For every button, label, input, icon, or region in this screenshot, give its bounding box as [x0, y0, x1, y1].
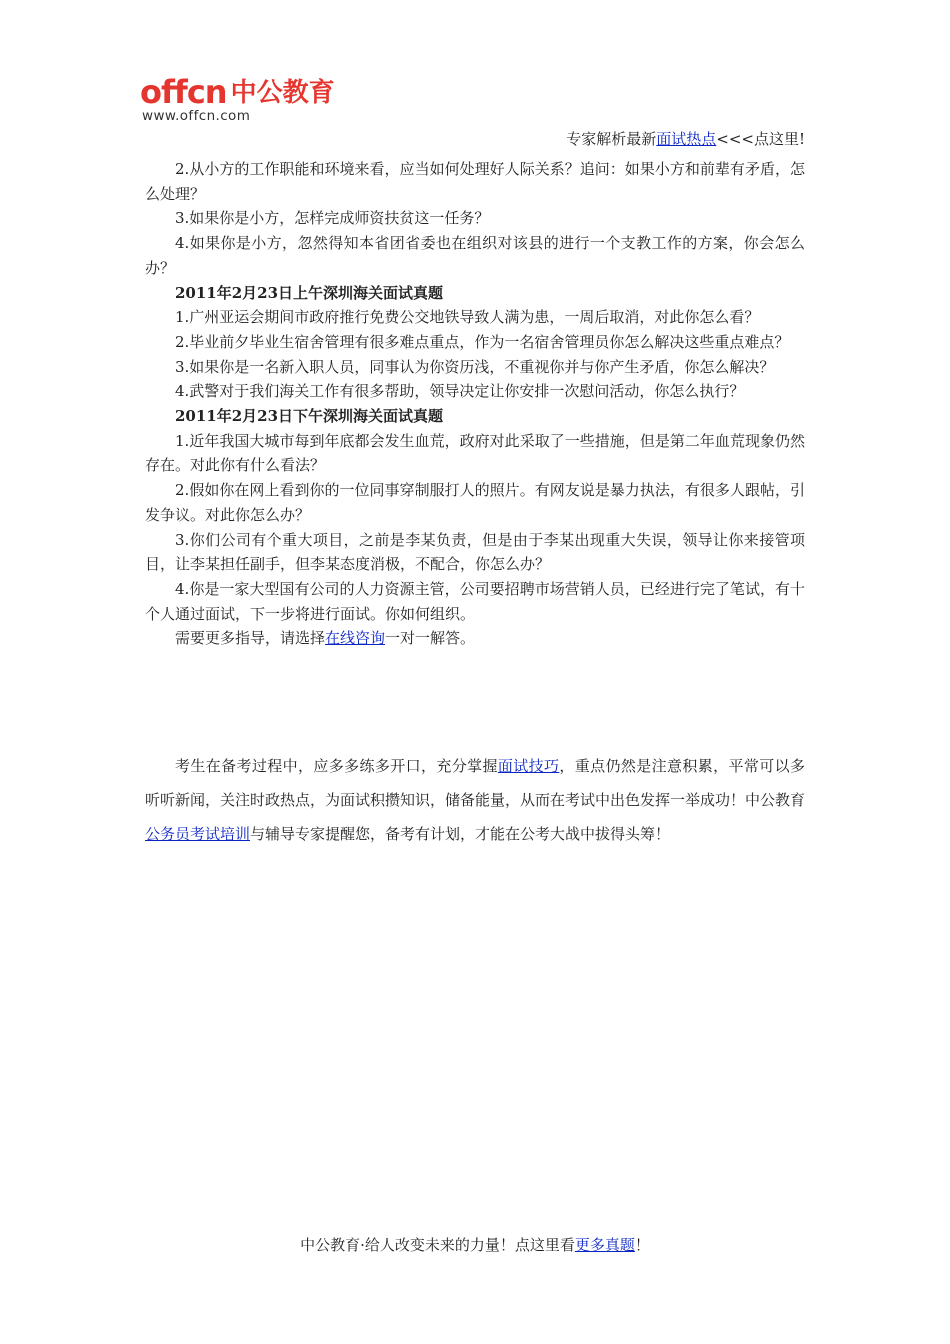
footer-prefix: 中公教育·给人改变未来的力量！点这里看	[300, 1236, 575, 1254]
closing-part1: 考生在备考过程中，应多多练多开口，充分掌握	[175, 757, 498, 775]
closing-part2: ，重点仍然是注意积累，平常可以多听听新闻，关注时政热点，为面试积攒知识，储备能量，从而在考试中出色发挥一举成功！中公教育	[145, 757, 806, 809]
section-heading: 2011年2月23日上午深圳海关面试真题	[175, 283, 444, 302]
guidance-suffix: 一对一解答。	[385, 629, 476, 648]
logo-brand: offcn	[140, 73, 227, 111]
header-promo	[566, 129, 805, 149]
question-item: 4.武警对于我们海关工作有很多帮助，领导决定让你安排一次慰问活动，你怎么执行？	[175, 382, 745, 401]
footer-promo	[0, 1235, 950, 1255]
guidance-line	[145, 626, 805, 651]
question-item: 4.如果你是小方，忽然得知本省团省委也在组织对该县的进行一个支教工作的方案，你会怎么办？	[145, 234, 805, 277]
closing-part3: 与辅导专家提醒您，备考有计划，才能在公考大战中拔得头筹！	[250, 825, 671, 843]
question-item: 2.从小方的工作职能和环境来看，应当如何处理好人际关系？追问：如果小方和前辈有矛盾，怎么处理？	[145, 160, 805, 203]
footer-suffix: ！	[634, 1236, 650, 1254]
question-item: 3.你们公司有个重大项目，之前是李某负责，但是由于李某出现重大失误，领导让你来接管项目，让李某担任副手，但李某态度消极，不配合，你怎么办？	[145, 530, 805, 574]
question-item: 2.假如你在网上看到你的一位同事穿制服打人的照片。有网友说是暴力执法，有很多人跟帖，引发争议。对此你怎么办？	[145, 481, 805, 524]
section-heading: 2011年2月23日下午深圳海关面试真题	[175, 407, 444, 426]
question-item: 4.你是一家大型国有公司的人力资源主管，公司要招聘市场营销人员，已经进行完了笔试，有十个人通过面试，下一步将进行面试。你如何组织。	[145, 579, 805, 623]
closing-text	[145, 749, 805, 851]
closing-paragraph	[145, 749, 805, 851]
guidance-prefix: 需要更多指导，请选择	[175, 629, 326, 648]
header-promo-suffix: <<<点这里!	[716, 130, 805, 148]
question-item: 1.近年我国大城市每到年底都会发生血荒，政府对此采取了一些措施，但是第二年血荒现象仍然存在。对此你有什么看法？	[145, 431, 805, 475]
logo-cn-name: 中公教育	[230, 78, 335, 108]
header-promo-prefix: 专家解析最新	[566, 130, 657, 148]
offcn-logo[interactable]	[140, 70, 340, 130]
question-list	[145, 157, 805, 651]
online-consult-link[interactable]: 在线咨询	[325, 629, 386, 648]
logo-wordmark	[140, 70, 335, 111]
logo-url: www.offcn.com	[142, 108, 251, 124]
interview-skills-link[interactable]: 面试技巧	[497, 757, 560, 775]
interview-hotspot-link[interactable]: 面试热点	[656, 130, 717, 148]
question-item: 3.如果你是小方，怎样完成师资扶贫这一任务？	[175, 209, 490, 228]
question-item: 2.毕业前夕毕业生宿舍管理有很多难点重点，作为一名宿舍管理员你怎么解决这些重点难点？	[175, 332, 790, 351]
question-item: 3.如果你是一名新入职人员，同事认为你资历浅，不重视你并与你产生矛盾，你怎么解决？	[175, 357, 775, 376]
question-item: 1.广州亚运会期间市政府推行免费公交地铁导致人满为患，一周后取消，对此你怎么看？	[175, 308, 760, 327]
more-questions-link[interactable]: 更多真题	[574, 1236, 635, 1254]
civil-service-training-link[interactable]: 公务员考试培训	[145, 825, 251, 843]
